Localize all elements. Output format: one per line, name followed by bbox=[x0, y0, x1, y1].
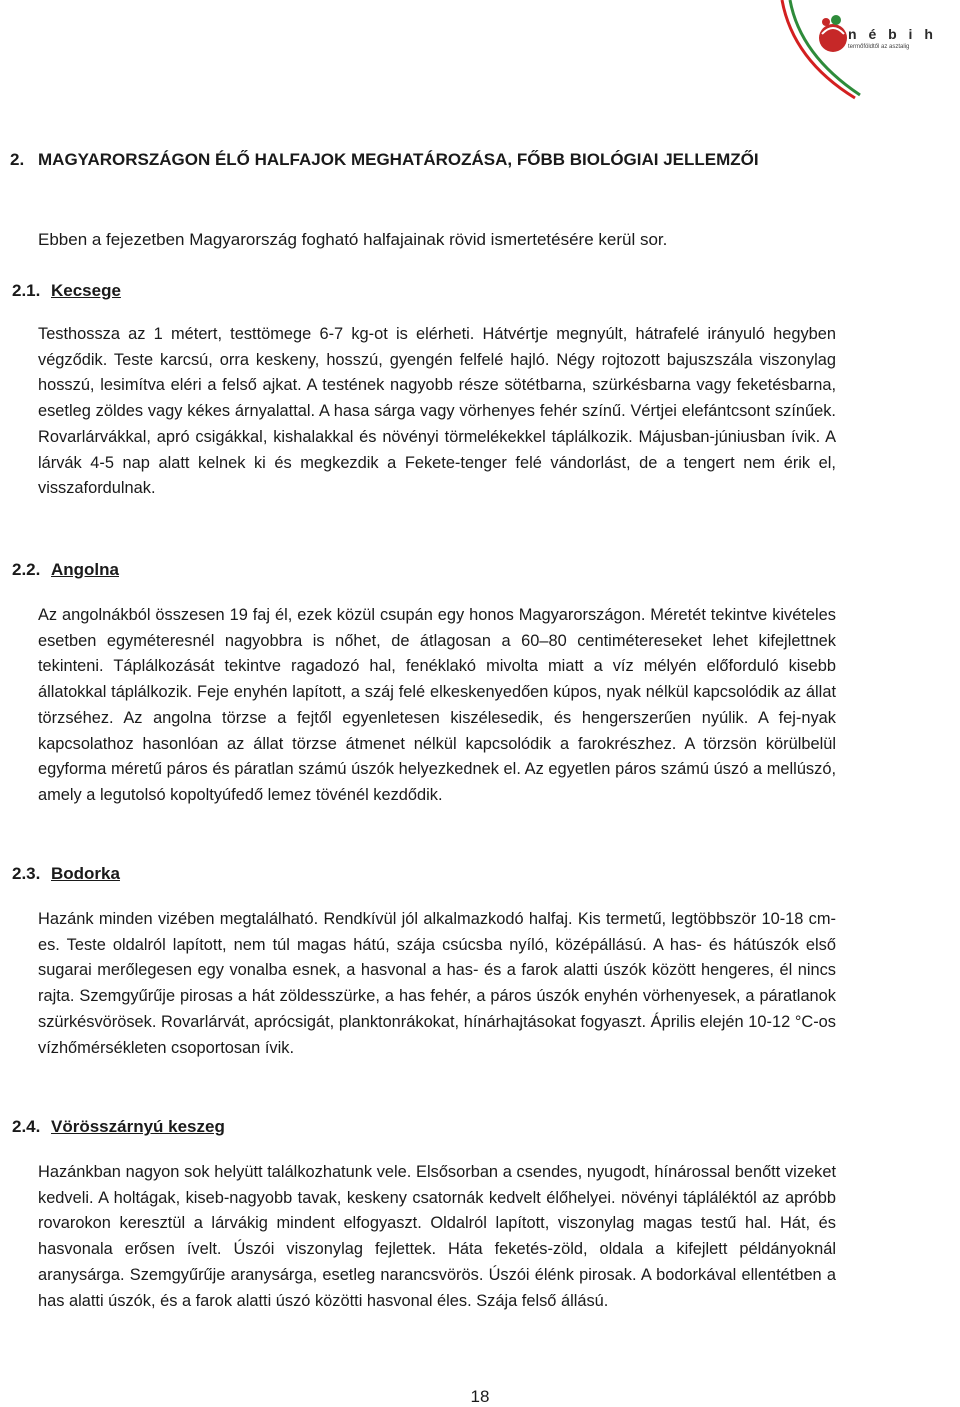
section-number: 2.1. bbox=[12, 281, 41, 300]
intro-paragraph: Ebben a fejezetben Magyarország fogható halfajainak rövid ismertetésére kerül sor. bbox=[38, 230, 668, 249]
section-number: 2.2. bbox=[12, 560, 41, 579]
section-number: 2.4. bbox=[12, 1117, 41, 1136]
logo-emblem-icon bbox=[760, 0, 960, 100]
chapter-heading bbox=[10, 150, 759, 170]
section-body-kecsege: Testhossza az 1 métert, testtömege 6-7 kg-ot is elérheti. Hátvértje megnyúlt, hátrafelé irányuló hegyben végződik. Teste karcsú, orra keskeny, hosszú, gyengén felfelé hajló. Négy rojtozott bajuszszála viszonylag hosszú, lesimítva eléri a felső ajkat. A testének nagyobb része sötétbarna, szürkésbarna vagy feketésbarna, esetleg zöldes vagy kékes árnyalattal. A hasa sárga vagy vörhenyes fehér színű. Vértjei elefántcsont színűek. Rovarlárvákkal, apró csigákkal, kishalakkal és növényi törmelékekkel táplálkozik. Májusban-júniusban ívik. A lárvák 4-5 nap alatt kelnek ki és megkezdik a Fekete-tenger felé vándorlást, de a tengert nem érik el, visszafordulnak. bbox=[38, 325, 836, 498]
section-heading-vorosszarnyu-keszeg bbox=[12, 1117, 225, 1137]
section-title: Bodorka bbox=[51, 864, 120, 883]
chapter-number: 2. bbox=[10, 150, 25, 169]
logo-tagline: termőföldtől az asztalig bbox=[848, 44, 910, 50]
section-title: Angolna bbox=[51, 560, 119, 579]
section-number: 2.3. bbox=[12, 864, 41, 883]
page-number: 18 bbox=[470, 1387, 490, 1406]
logo-wordmark: n é b i h bbox=[848, 26, 937, 42]
section-title: Vörösszárnyú keszeg bbox=[51, 1117, 225, 1136]
section-heading-bodorka bbox=[12, 864, 120, 884]
nebih-logo bbox=[760, 0, 960, 100]
section-body-vorosszarnyu-keszeg: Hazánkban nagyon sok helyütt találkozhatunk vele. Elsősorban a csendes, nyugodt, hínárossal benőtt vizeket kedveli. A holtágak, kiseb-nagyobb tavak, keskeny csatornák kedvelt élőhelyei. növényi táplálékt​ól az apróbb rovarokon keresztül a lárvákig mindent elfogyaszt. Oldalról lapított, viszonylag magas testű hal. Hát, és hasvonala erősen ívelt. Úszói viszonylag fejlettek. Háta feketés-zöld, oldala a kifejlett példányoknál aranysárga. Szemgyűrűje aranysárga, esetleg narancsvörös. Úszói élénk pirosak. A bodorkával ellentétben a has alatti úszók, és a farok alatti úszó közötti hasvonal éles. Szája felső állású. bbox=[38, 1163, 836, 1310]
section-title: Kecsege bbox=[51, 281, 121, 300]
section-body-bodorka: Hazánk minden vizében megtalálható. Rendkívül jól alkalmazkodó halfaj. Kis termetű, legtöbbször 10-18 cm-es. Teste oldalról lapított, nem túl magas hátú, szája csúcsba nyíló, középállású. A has- és hátúszók első sugarai merőlegesen egy vonalba esnek, a hasvonal a has- és a farok alatti úszók között hengeres, él nincs rajta. Szemgyűrűje pirosas a hát zöldesszürke, a has fehér, a páros úszók enyhén vörhenyesek, a páratlanok szürkésvörösek. Rovarlárvát, aprócsigát, planktonrákokat, hínárhajtásokat fogyaszt. Április elején 10-12 °C-os vízhőmérsékleten csoportosan ívik. bbox=[38, 910, 836, 1057]
chapter-title: MAGYARORSZÁGON ÉLŐ HALFAJOK MEGHATÁROZÁSA, FŐBB BIOLÓGIAI JELLEMZŐI bbox=[38, 150, 759, 169]
section-heading-angolna bbox=[12, 560, 119, 580]
section-body-angolna: Az angolnákból összesen 19 faj él, ezek közül csupán egy honos Magyarországon. Méretét tekintve kivételes esetben egyméteresnél nagyobbra is nőhet, de átlagosan a 60–80 centiméteresеket lehet kifejlettnek tekinteni. Táplálkozását tekintve ragadozó hal, fenéklakó mivolta miatt a víz mélyén előforduló kisebb állatokkal táplálkozik. Feje enyhén lapított, a száj felé elkeskenyedően kúpos, nyak nélkül kapcsolódik az állat törzséhez. Az angolna törzse a fejtől egyenletesen kiszélesedik, és hengerszerűen nyúlik. A fej-nyak kapcsolathoz hasonlóan az állat törzse átmenet nélkül kapcsolódik a farokrészhez. A törzsön körülbelül egyforma méretű páros és páratlan számú úszók helyezkednek el. Az egyetlen páros számú úszó a mellúszó, amely a legutolsó kopoltyúfedő lemez tövénél kezdődik. bbox=[38, 606, 836, 804]
section-heading-kecsege bbox=[12, 281, 121, 301]
